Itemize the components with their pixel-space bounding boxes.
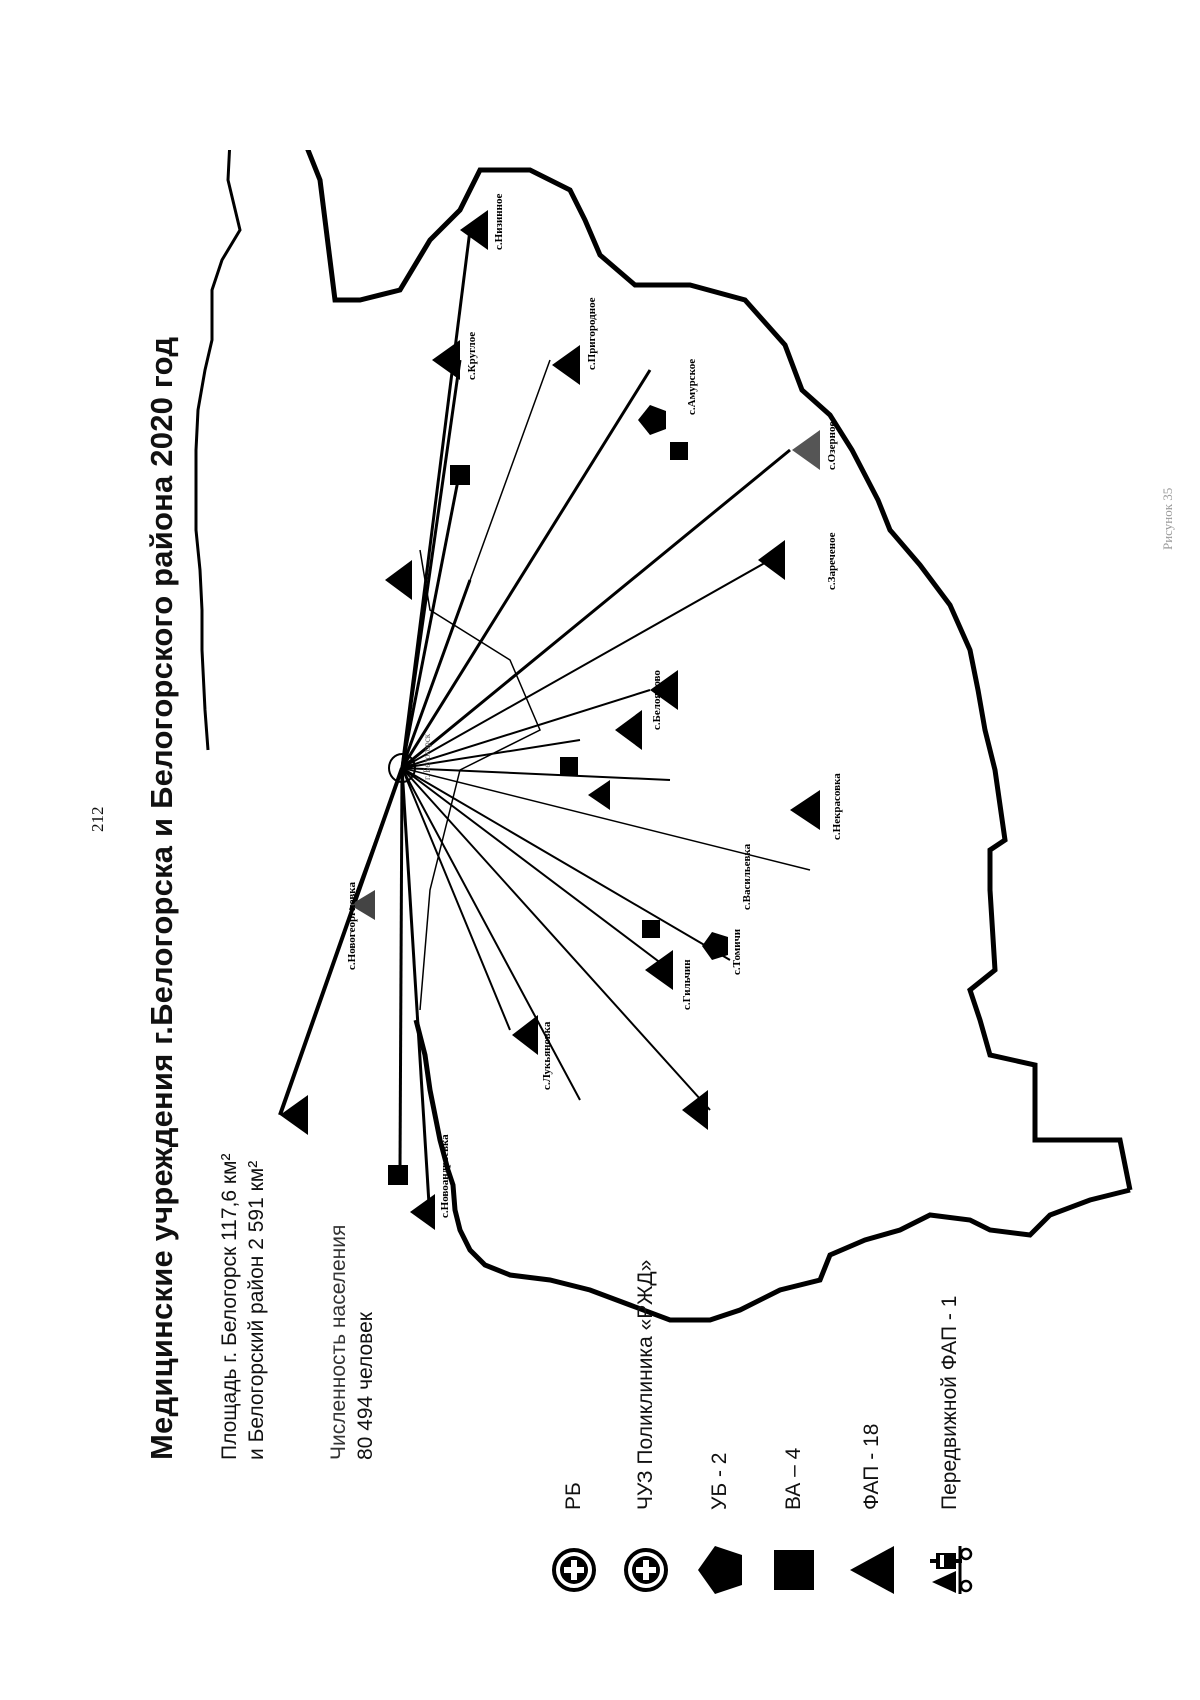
inner-boundary: [420, 550, 540, 1010]
route-line: [402, 560, 770, 768]
district-border-north: [196, 150, 280, 750]
legend-item-ub: [696, 1453, 744, 1598]
route-line: [400, 768, 402, 1170]
place-label: с.Пригородное: [586, 297, 598, 370]
legend-item-rzd: [622, 1260, 670, 1598]
fap-triangle-icon: [432, 340, 460, 380]
route-line: [402, 230, 470, 768]
place-label: с.Лукьяновка: [541, 1021, 553, 1090]
cross-circle-icon: [550, 1542, 598, 1598]
fap-triangle-icon: [790, 790, 820, 830]
route-line: [402, 768, 430, 1220]
place-label: с.Низинное: [493, 193, 505, 250]
va-square-icon: [670, 442, 688, 460]
route-line: [402, 768, 730, 960]
legend-item-va: [770, 1448, 818, 1598]
route-line: [402, 370, 650, 768]
square-icon: [770, 1542, 818, 1598]
legend-item-rb: [550, 1482, 598, 1598]
fap-triangle-icon: [615, 710, 642, 750]
legend-label: ВА – 4: [782, 1447, 805, 1510]
fap-triangle-icon: [792, 430, 820, 470]
pentagon-icon: [696, 1542, 744, 1598]
population-label: Численность населения: [327, 1224, 350, 1460]
place-label: с.Васильевка: [741, 843, 753, 910]
route-line: [402, 690, 650, 768]
fap-triangle-icon: [410, 1194, 435, 1230]
population-value: 80 494 человек: [354, 1312, 377, 1460]
page-number: 212: [88, 806, 107, 832]
route-line: [402, 768, 580, 1100]
fap-triangle-icon: [385, 560, 412, 600]
place-label: с.Новогеоргиевка: [346, 882, 358, 970]
page-title: Медицинские учреждения г.Белогорска и Белогорского района 2020 год: [144, 336, 179, 1460]
place-label: с.Амурское: [686, 358, 698, 415]
triangle-icon: [848, 1542, 896, 1598]
place-label: с.Некрасовка: [831, 773, 843, 840]
route-line: [402, 768, 670, 970]
mobile-unit-icon: [926, 1542, 974, 1598]
place-label: с.Томичи: [731, 928, 743, 975]
place-label: с.Гильчин: [681, 959, 693, 1010]
slide: [130, 150, 1175, 1610]
fap-triangle-icon: [512, 1015, 538, 1055]
legend-label: Передвижной ФАП - 1: [938, 1295, 961, 1510]
va-square-icon: [450, 465, 470, 485]
legend-item-mobile-fap: [926, 1296, 974, 1598]
place-label: с.Круглое: [466, 331, 478, 380]
area-text: и Белогорский район 2 591 км²: [245, 1160, 268, 1460]
fap-triangle-icon: [460, 210, 488, 250]
cross-circle-icon: [622, 1542, 670, 1598]
place-label: с.Озерное: [826, 421, 838, 470]
legend-label: ФАП - 18: [860, 1423, 883, 1510]
ub-pentagon-icon: [702, 932, 728, 960]
fap-triangle-icon: [758, 540, 785, 580]
fap-triangle-icon: [645, 950, 673, 990]
ub-pentagon-icon: [638, 405, 666, 435]
va-square-icon: [642, 920, 660, 938]
fap-triangle-icon: [682, 1090, 708, 1130]
district-border-west: [416, 1020, 1130, 1320]
fap-triangle-icon: [588, 780, 610, 810]
place-label: с.Зареченое: [826, 532, 838, 590]
va-square-icon: [388, 1165, 408, 1185]
place-label: с.Новоандреевка: [439, 1134, 451, 1218]
place-label: с.Белоярово: [651, 670, 663, 730]
legend-label: РБ: [562, 1482, 585, 1510]
route-line: [402, 768, 710, 1110]
fap-triangle-icon: [552, 345, 580, 385]
route-line: [402, 768, 510, 1030]
legend-label: ЧУЗ Поликлиника «РЖД»: [634, 1259, 657, 1510]
legend-label: УБ - 2: [708, 1452, 731, 1510]
city-label: г. Белогорск: [422, 733, 432, 780]
area-text: Площадь г. Белогорск 117,6 км²: [218, 1153, 241, 1460]
legend-item-fap: [848, 1424, 896, 1598]
figure-caption: Рисунок 35: [1160, 487, 1175, 550]
va-square-icon: [560, 757, 578, 775]
